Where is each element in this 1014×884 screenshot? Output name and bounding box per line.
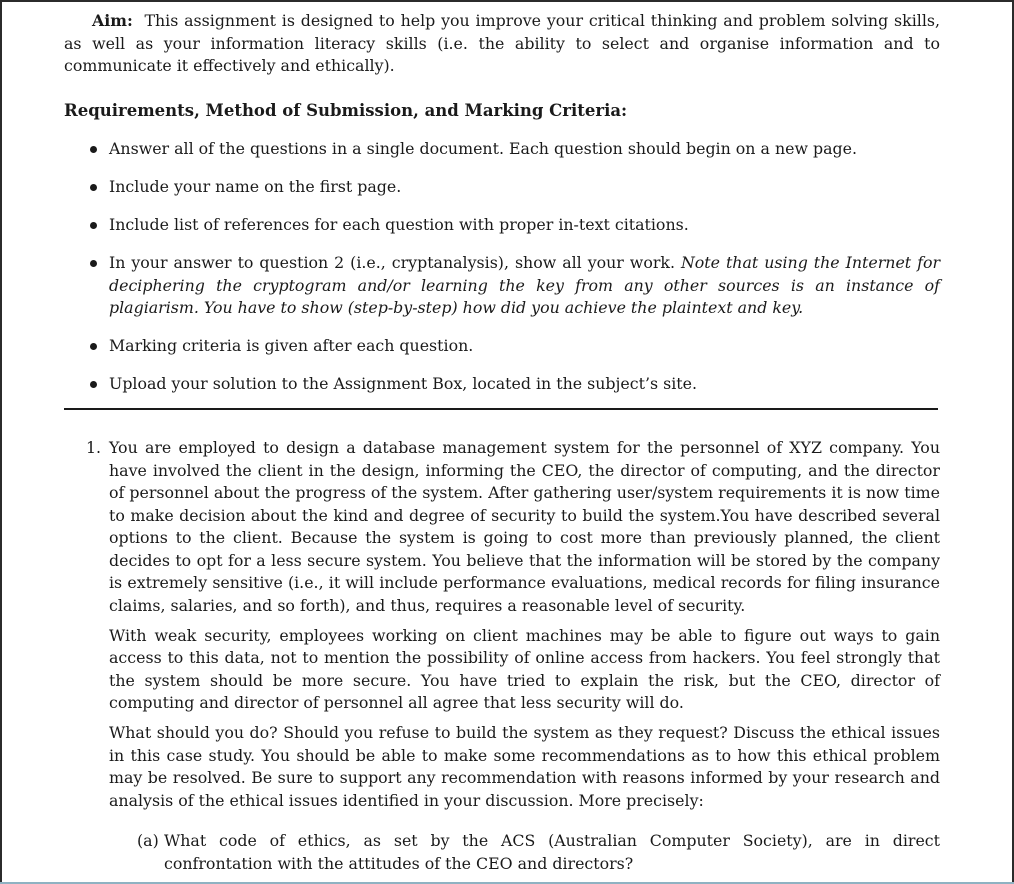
plagiarism-note: Note that using the Internet for deciphering the cryptogram and/or learning the key from any other sources is an instance of plagiarism. You have to show (step-by-step) how did you achieve the plaintext and key. [109,253,941,317]
bullet-icon [90,146,97,153]
question-1 [64,437,940,883]
page-frame-left [0,0,2,884]
question-paragraph: You are employed to design a database management system for the personnel of XYZ company. You have involved the client in the design, informing the CEO, the director of computing, and the director of personnel about the progress of the system. After gathering user/system requirements it is now time to make decision about the kind and degree of security to build the system.You have described several options to the client. Because the system is going to cost more than previously planned, the client decides to opt for a less secure system. You believe that the information will be stored by the company is extremely sensitive (i.e., it will include performance evaluations, medical records for filing insurance claims, salaries, and so forth), and thus, requires a reasonable level of security. [109,438,940,615]
sub-question-text: What code of ethics, as set by the ACS (Australian Computer Society), are in direct confrontation with the attitudes of the CEO and directors? [164,831,940,873]
requirement-item: Answer all of the questions in a single document. Each question should begin on a new page. [64,138,940,161]
page-frame-top [0,0,1014,2]
section-divider [64,408,938,410]
aim-paragraph [64,10,940,78]
question-paragraph: With weak security, employees working on client machines may be able to figure out ways to gain access to this data, not to mention the possibility of online access from hackers. You feel strongly that the system should be more secure. You have tried to explain the risk, but the CEO, director of computing and director of personnel all agree that less security will do. [109,625,940,712]
requirements-heading: Requirements, Method of Submission, and Marking Criteria: [64,101,628,120]
sub-question-label: (a) [137,831,159,850]
bullet-icon [90,184,97,191]
document-page [64,10,941,873]
aim-label: Aim: [92,11,133,30]
bullet-icon [90,343,97,350]
requirements-list [64,138,940,411]
aim-text: This assignment is designed to help you improve your critical thinking and problem solving skills, as well as your information literacy skills (i.e. the ability to select and organise information and to communicate it effectively and ethically). [64,11,940,75]
requirement-item: Include list of references for each question with proper in-text citations. [64,214,940,237]
requirement-item: Marking criteria is given after each question. [64,335,940,358]
bullet-icon [90,222,97,229]
sub-question-a [137,830,940,875]
bullet-icon [90,381,97,388]
requirement-item: In your answer to question 2 (i.e., cryptanalysis), show all your work. Note that using the Internet for deciphering the cryptogram and/or learning the key from any other sources is an instance of plagiarism. You have to show (step-by-step) how did you achieve the plaintext and key. [64,252,940,320]
requirement-item: Include your name on the first page. [64,176,940,199]
question-number: 1. [86,438,102,457]
bullet-icon [90,260,97,267]
requirement-item: Upload your solution to the Assignment Box, located in the subject’s site. [64,373,940,396]
question-body [109,437,940,875]
question-paragraph: What should you do? Should you refuse to build the system as they request? Discuss the ethical issues in this case study. You should be able to make some recommendations as to how this ethical problem may be resolved. Be sure to support any recommendation with reasons informed by your research and analysis of the ethical issues identified in your discussion. More precisely: [109,723,940,810]
